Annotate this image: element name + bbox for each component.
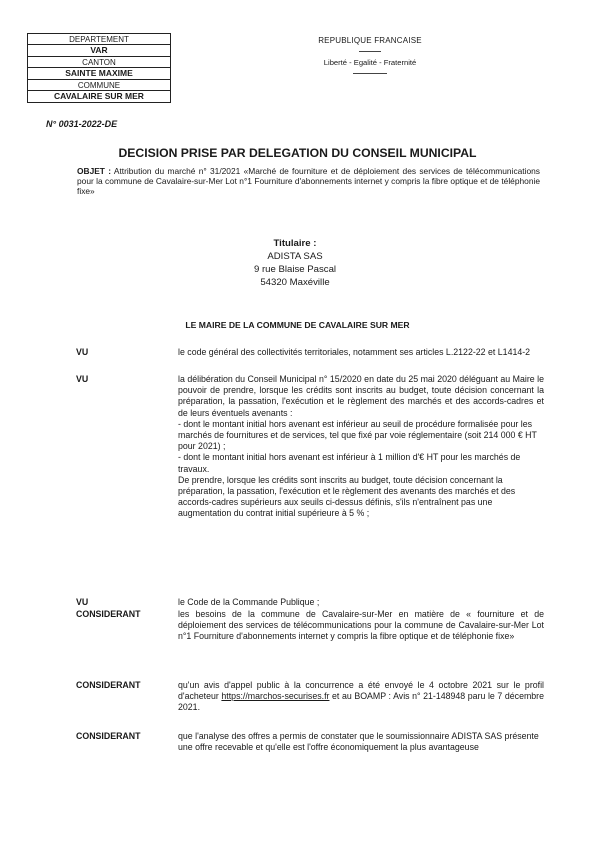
objet-label: OBJET : xyxy=(77,166,112,176)
clause-text: les besoins de la commune de Cavalaire-sur-Mer en matière de « fourniture et de déploiement des services de télécommunications pour la commune de Cavalaire-sur-Mer Lot n°1 Fourniture d'abonnements internet y compris la fibre optique et de téléphonie fixe» xyxy=(178,609,544,642)
titulaire-address1: 9 rue Blaise Pascal xyxy=(253,264,337,275)
republic-title: REPUBLIQUE FRANCAISE xyxy=(318,36,422,45)
canton-value: SAINTE MAXIME xyxy=(28,68,170,79)
titulaire-block xyxy=(200,237,390,289)
republic-motto: Liberté - Egalité - Fraternité xyxy=(323,58,417,67)
clause-text-part: et au BOAMP : Avis n° 21-148948 paru le 7 décembre 2021. xyxy=(178,691,545,713)
dept-label: DEPARTEMENT xyxy=(28,34,170,45)
page-title: DECISION PRISE PAR DELEGATION DU CONSEIL MUNICIPAL xyxy=(118,146,477,160)
clause-label: CONSIDERANT xyxy=(76,731,141,741)
department-table xyxy=(27,33,171,103)
clause-label: CONSIDERANT xyxy=(76,680,141,690)
commune-label: COMMUNE xyxy=(28,80,170,91)
clause-text xyxy=(178,680,544,714)
republic-header xyxy=(290,36,450,74)
titulaire-label: Titulaire : xyxy=(273,238,317,249)
clause-paragraph: la délibération du Conseil Municipal n° 15/2020 en date du 25 mai 2020 déléguant au Maire le pouvoir de prendre, lorsque les crédits sont inscrits au budget, toute décision concernant la préparation, la passation, l'exécution et le règlement des marchés et des accords-cadres et de leurs éventuels avenants : xyxy=(178,374,544,418)
decision-number: N° 0031-2022-DE xyxy=(46,119,118,129)
objet-paragraph xyxy=(77,166,540,197)
acheteur-profile-link[interactable]: https://marchos-securises.fr xyxy=(221,691,330,702)
clause-text xyxy=(178,374,544,520)
maire-heading: LE MAIRE DE LA COMMUNE DE CAVALAIRE SUR MER xyxy=(185,320,410,330)
canton-label: CANTON xyxy=(28,57,170,68)
clause-text: que l'analyse des offres a permis de constater que le soumissionnaire ADISTA SAS présente une offre recevable et qu'elle est l'offre économiquement la plus avantageuse xyxy=(178,731,539,753)
clause-paragraph: - dont le montant initial hors avenant est inférieur au seuil de procédure formalisée pour les marchés de fournitures et de services, tel que fixé par voie réglementaire (soit 214 000 € HT pour 2021) ; xyxy=(178,418,537,452)
clause-paragraph: - dont le montant initial hors avenant est inférieur à 1 million d'€ HT pour les marchés de travaux. xyxy=(178,452,521,474)
clause-label: CONSIDERANT xyxy=(76,609,141,619)
clause-text-part: qu'un avis d'appel public à la concurrence a été envoyé le 4 octobre 2021 sur le profil d'acheteur xyxy=(178,680,544,702)
objet-text: Attribution du marché n° 31/2021 «Marché de fourniture et de déploiement des services de télécommunications pour la commune de Cavalaire-sur-Mer Lot n°1 Fourniture d'abonnements internet y compris la fibre optique et de téléphonie fixe» xyxy=(77,166,540,197)
clause-paragraph: De prendre, lorsque les crédits sont inscrits au budget, toute décision concernant la préparation, la passation, l'exécution et le règlement des avenants des marchés et des accords-cadres supérieurs aux seuils ci-dessus définis, s'ils n'entraînent pas une augmentation du contrat initial supérieure à 5 % ; xyxy=(178,474,516,519)
clause-label: VU xyxy=(76,374,89,384)
clause-label: VU xyxy=(76,347,89,357)
commune-value: CAVALAIRE SUR MER xyxy=(54,90,144,101)
titulaire-name: ADISTA SAS xyxy=(267,251,323,262)
clause-label: VU xyxy=(76,597,89,607)
titulaire-address2: 54320 Maxéville xyxy=(260,277,330,288)
divider xyxy=(353,73,387,74)
clause-text: le Code de la Commande Publique ; xyxy=(178,597,320,607)
divider xyxy=(359,51,381,52)
clause-text: le code général des collectivités territoriales, notamment ses articles L.2122-22 et L1414-2 xyxy=(178,347,531,357)
dept-value: VAR xyxy=(28,45,170,56)
